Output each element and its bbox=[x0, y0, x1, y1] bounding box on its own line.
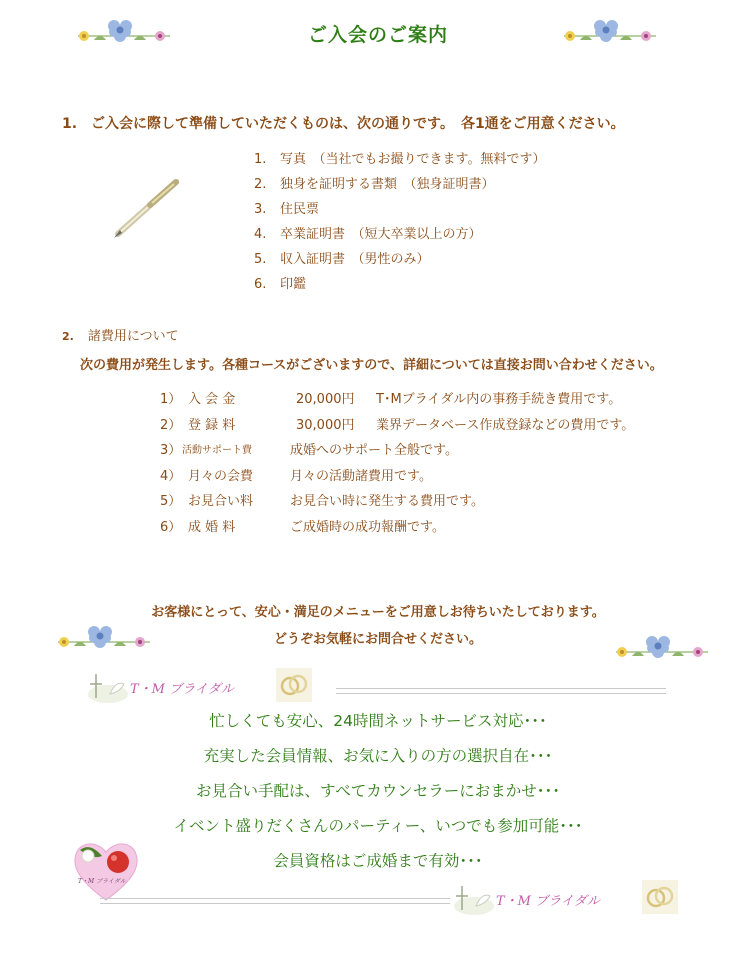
section2-intro: 次の費用が発生します。各種コースがございますので、詳細については直接お問い合わせください。 bbox=[80, 358, 663, 373]
fee-list bbox=[160, 387, 680, 540]
heart-logo-text: T・M ブライダル bbox=[78, 878, 126, 885]
feature-line: お見合い手配は、すべてカウンセラーにおまかせ･･･ bbox=[196, 782, 560, 800]
rings-icon bbox=[642, 880, 678, 914]
section2-title: 諸費用について bbox=[87, 329, 179, 344]
list-item: 5. 収入証明書 （男性のみ） bbox=[254, 252, 430, 267]
section1-heading: 1. ご入会に際して準備していただくものは、次の通りです。 各1通をご用意ください。 bbox=[62, 116, 625, 132]
list-item: 6. 印鑑 bbox=[254, 277, 307, 292]
brand-logo-text: T・M ブライダル bbox=[130, 682, 234, 697]
requirements-list bbox=[254, 147, 545, 297]
feature-line: 忙しくても安心、24時間ネットサービス対応･･･ bbox=[209, 712, 547, 730]
fee-row: 2） 登 録 料 30,000円 業界データベース作成登録などの費用です。 bbox=[160, 417, 635, 433]
fee-row: 3） 活動サポート費 成婚へのサポート全般です。 bbox=[160, 443, 458, 458]
list-item: 3. 住民票 bbox=[254, 202, 320, 217]
list-item: 4. 卒業証明書 （短大卒業以上の方） bbox=[254, 227, 482, 242]
fee-row: 6） 成 婚 料 ご成婚時の成功報酬です。 bbox=[160, 519, 445, 535]
feature-line: 充実した会員情報、お気に入りの方の選択自在･･･ bbox=[203, 747, 553, 765]
closing-line-2: どうぞお気軽にお問合せください。 bbox=[273, 632, 482, 647]
rings-icon bbox=[276, 668, 312, 702]
brand-banner-top bbox=[86, 664, 316, 706]
fee-row: 1） 入 会 金 20,000円 T･Mブライダル内の事務手続き費用です。 bbox=[160, 392, 622, 407]
lily-icon bbox=[452, 876, 496, 918]
list-item: 2. 独身を証明する書類 （独身証明書） bbox=[254, 177, 495, 192]
feature-line: 会員資格はご成婚まで有効･･･ bbox=[273, 852, 483, 870]
brand-logo-text: T・M ブライダル bbox=[496, 894, 600, 909]
heart-icon bbox=[70, 836, 142, 904]
fee-row: 5） お見合い料 お見合い時に発生する費用です。 bbox=[160, 494, 484, 509]
page-title: ご入会のご案内 bbox=[307, 24, 448, 46]
feature-line: イベント盛りだくさんのパーティー、いつでも参加可能･･･ bbox=[173, 817, 583, 835]
section2-heading bbox=[62, 325, 179, 344]
flower-decoration-mid-right bbox=[608, 630, 718, 666]
divider-line-bottom bbox=[100, 898, 450, 904]
brand-banner-bottom bbox=[452, 876, 684, 918]
list-item: 1. 写真 （当社でもお撮りできます。無料です） bbox=[254, 152, 546, 167]
pen-icon bbox=[110, 176, 182, 240]
flower-decoration-mid-left bbox=[50, 620, 160, 656]
fee-row: 4） 月々の会費 月々の活動諸費用です。 bbox=[160, 468, 432, 484]
lily-icon bbox=[86, 664, 130, 706]
heart-logo bbox=[70, 836, 142, 904]
divider-line-top bbox=[336, 688, 666, 694]
closing-line-1: お客様にとって、安心・満足のメニューをご用意しお待ちいたしております。 bbox=[151, 605, 605, 620]
section2-number: 2. bbox=[62, 330, 74, 343]
